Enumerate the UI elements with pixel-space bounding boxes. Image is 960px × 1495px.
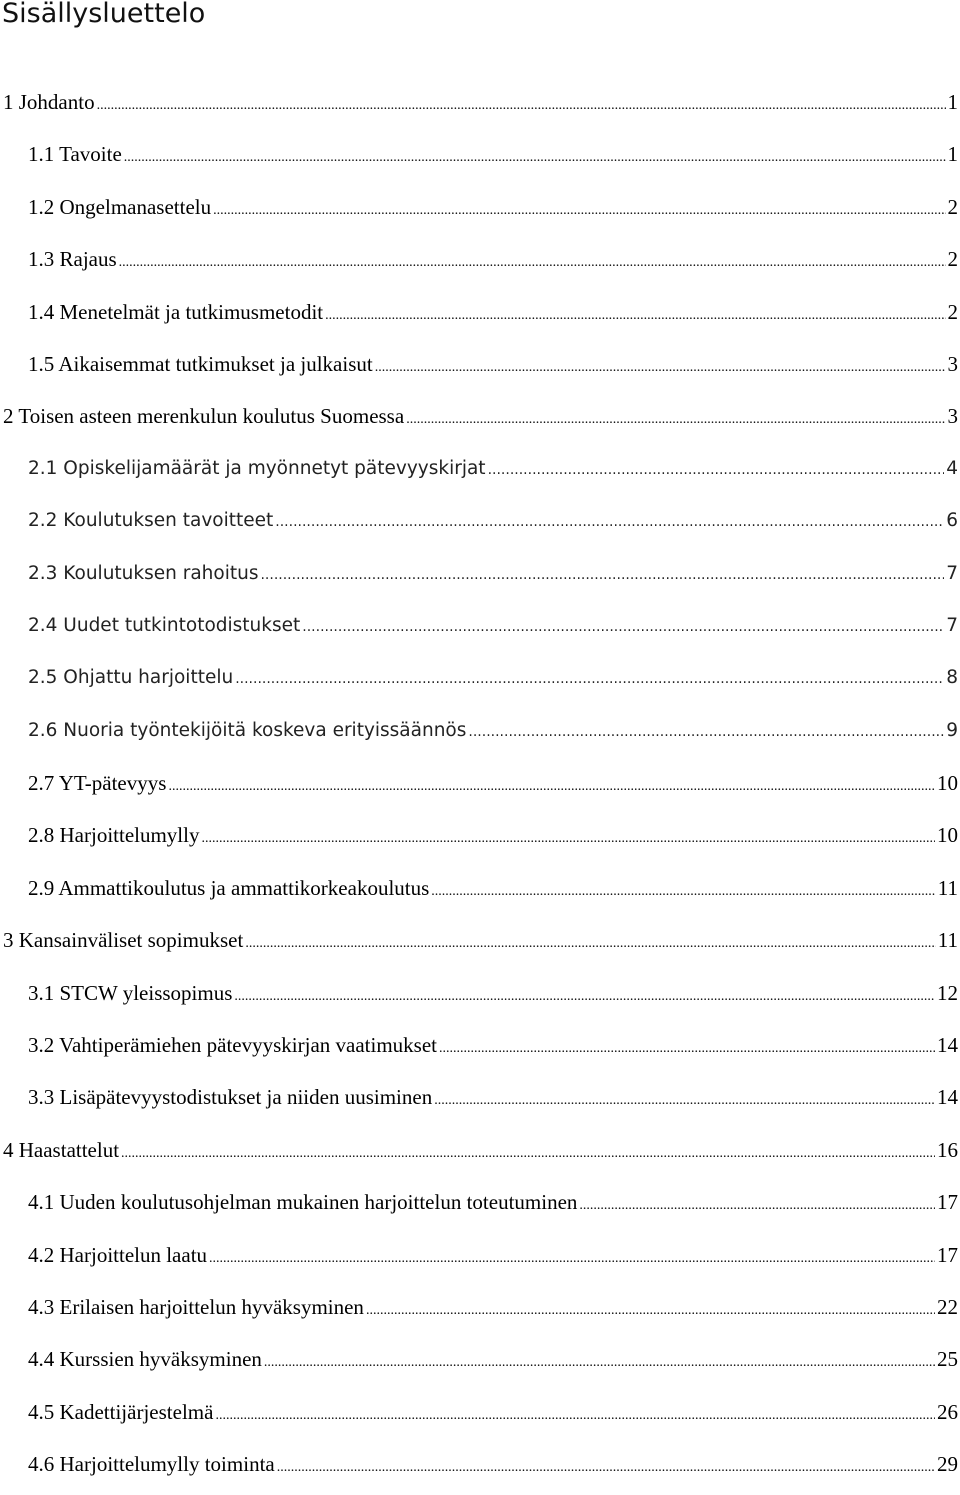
toc-entry-label: 3 Kansainväliset sopimukset	[3, 928, 244, 953]
toc-entry[interactable]	[0, 705, 960, 757]
dot-leader	[201, 813, 935, 865]
toc-entry-label: 3.3 Lisäpätevyystodistukset ja niiden uusiminen	[28, 1085, 433, 1110]
toc-entry[interactable]	[0, 1124, 960, 1176]
toc-page-number: 17	[937, 1190, 958, 1215]
toc-entry-label: 4.4 Kurssien hyväksyminen	[28, 1347, 262, 1372]
table-of-contents	[0, 76, 960, 1491]
dot-leader	[439, 1023, 935, 1075]
toc-entry-label: 4 Haastattelut	[3, 1137, 120, 1162]
toc-entry-label: 2.5 Ohjattu harjoittelu	[28, 667, 234, 689]
toc-page-number: 3	[947, 351, 958, 376]
toc-page-number: 12	[937, 980, 958, 1005]
toc-page-number: 2	[947, 194, 958, 219]
toc-entry[interactable]	[0, 128, 960, 180]
dot-leader	[431, 866, 935, 918]
toc-entry[interactable]	[0, 233, 960, 285]
toc-page-number: 14	[937, 1033, 958, 1058]
dot-leader	[468, 706, 944, 758]
toc-page-number: 10	[937, 823, 958, 848]
toc-entry[interactable]	[0, 1438, 960, 1490]
dot-leader	[97, 80, 946, 132]
toc-entry-label: 3.1 STCW yleissopimus	[28, 980, 233, 1005]
dot-leader	[168, 761, 935, 813]
dot-leader	[245, 918, 935, 970]
toc-entry[interactable]	[0, 862, 960, 914]
dot-leader	[302, 601, 944, 653]
toc-page-number: 2	[947, 299, 958, 324]
toc-entry-label: 4.1 Uuden koulutusohjelman mukainen harjoittelun toteutuminen	[28, 1190, 578, 1215]
dot-leader	[215, 1390, 935, 1442]
toc-entry-label: 2.6 Nuoria työntekijöitä koskeva erityissäännös	[28, 719, 467, 741]
toc-entry-label: 3.2 Vahtiperämiehen pätevyyskirjan vaatimukset	[28, 1033, 437, 1058]
toc-page-number: 4	[946, 457, 958, 479]
dot-leader	[264, 1337, 935, 1389]
toc-entry[interactable]	[0, 338, 960, 390]
toc-entry[interactable]	[0, 390, 960, 442]
toc-entry-label: 2.1 Opiskelijamäärät ja myönnetyt pätevyyskirjat	[28, 457, 486, 479]
toc-entry[interactable]	[0, 1333, 960, 1385]
toc-entry[interactable]	[0, 1071, 960, 1123]
dot-leader	[406, 394, 945, 446]
toc-page-number: 11	[937, 928, 958, 953]
toc-title: Sisällysluettelo	[2, 0, 206, 29]
toc-entry-label: 4.5 Kadettijärjestelmä	[28, 1399, 214, 1424]
toc-page-number: 3	[947, 404, 958, 429]
toc-page-number: 11	[937, 875, 958, 900]
toc-page-number: 16	[937, 1137, 958, 1162]
dot-leader	[277, 1442, 935, 1494]
toc-entry[interactable]	[0, 495, 960, 547]
dot-leader	[579, 1180, 935, 1232]
toc-entry-label: 4.2 Harjoittelun laatu	[28, 1242, 208, 1267]
toc-page-number: 7	[946, 614, 958, 636]
dot-leader	[488, 444, 945, 496]
toc-entry[interactable]	[0, 1281, 960, 1333]
dot-leader	[275, 496, 944, 548]
toc-page-number: 7	[946, 562, 958, 584]
toc-entry[interactable]	[0, 1019, 960, 1071]
toc-entry[interactable]	[0, 443, 960, 495]
toc-page-number: 6	[946, 510, 958, 532]
toc-entry[interactable]	[0, 286, 960, 338]
toc-entry-label: 4.6 Harjoittelumylly toiminta	[28, 1452, 275, 1477]
toc-entry-label: 2 Toisen asteen merenkulun koulutus Suomessa	[3, 404, 405, 429]
toc-entry[interactable]	[0, 1386, 960, 1438]
toc-entry[interactable]	[0, 548, 960, 600]
toc-entry-label: 1.5 Aikaisemmat tutkimukset ja julkaisut	[28, 351, 373, 376]
dot-leader	[325, 290, 945, 342]
toc-entry[interactable]	[0, 600, 960, 652]
toc-entry-label: 1 Johdanto	[3, 90, 95, 114]
toc-page-number: 1	[947, 142, 958, 167]
dot-leader	[209, 1233, 935, 1285]
toc-entry-label: 2.2 Koulutuksen tavoitteet	[28, 510, 274, 532]
toc-entry[interactable]	[0, 652, 960, 704]
dot-leader	[124, 132, 946, 184]
toc-entry-label: 1.1 Tavoite	[28, 142, 122, 167]
toc-entry[interactable]	[0, 76, 960, 128]
toc-page-number: 10	[937, 771, 958, 796]
toc-page-number: 25	[937, 1347, 958, 1372]
dot-leader	[119, 237, 946, 289]
toc-entry-label: 1.4 Menetelmät ja tutkimusmetodit	[28, 299, 324, 324]
toc-page-number: 22	[937, 1294, 958, 1319]
toc-page-number: 2	[947, 247, 958, 272]
toc-page-number: 9	[946, 719, 958, 741]
toc-page-number: 1	[947, 90, 958, 114]
dot-leader	[121, 1128, 935, 1180]
toc-entry-label: 2.8 Harjoittelumylly	[28, 823, 200, 848]
toc-page-number: 29	[937, 1452, 958, 1477]
dot-leader	[434, 1075, 935, 1127]
toc-entry-label: 4.3 Erilaisen harjoittelun hyväksyminen	[28, 1294, 364, 1319]
toc-entry-label: 1.3 Rajaus	[28, 247, 117, 272]
toc-entry-label: 2.3 Koulutuksen rahoitus	[28, 562, 259, 584]
toc-page-number: 8	[946, 667, 958, 689]
toc-entry-label: 2.7 YT-pätevyys	[28, 771, 167, 796]
toc-entry[interactable]	[0, 181, 960, 233]
toc-entry-label: 2.4 Uudet tutkintotodistukset	[28, 614, 301, 636]
toc-entry[interactable]	[0, 967, 960, 1019]
toc-entry-label: 2.9 Ammattikoulutus ja ammattikorkeakoulutus	[28, 875, 430, 900]
toc-page-number: 17	[937, 1242, 958, 1267]
dot-leader	[366, 1285, 935, 1337]
toc-entry[interactable]	[0, 914, 960, 966]
toc-entry[interactable]	[0, 1176, 960, 1228]
dot-leader	[375, 342, 946, 394]
toc-entry[interactable]	[0, 757, 960, 809]
dot-leader	[235, 653, 944, 705]
toc-page-number: 14	[937, 1085, 958, 1110]
dot-leader	[234, 971, 935, 1023]
toc-entry[interactable]	[0, 1229, 960, 1281]
toc-page-number: 26	[937, 1399, 958, 1424]
dot-leader	[260, 549, 944, 601]
toc-entry-label: 1.2 Ongelmanasettelu	[28, 194, 212, 219]
toc-entry[interactable]	[0, 809, 960, 861]
dot-leader	[213, 185, 945, 237]
